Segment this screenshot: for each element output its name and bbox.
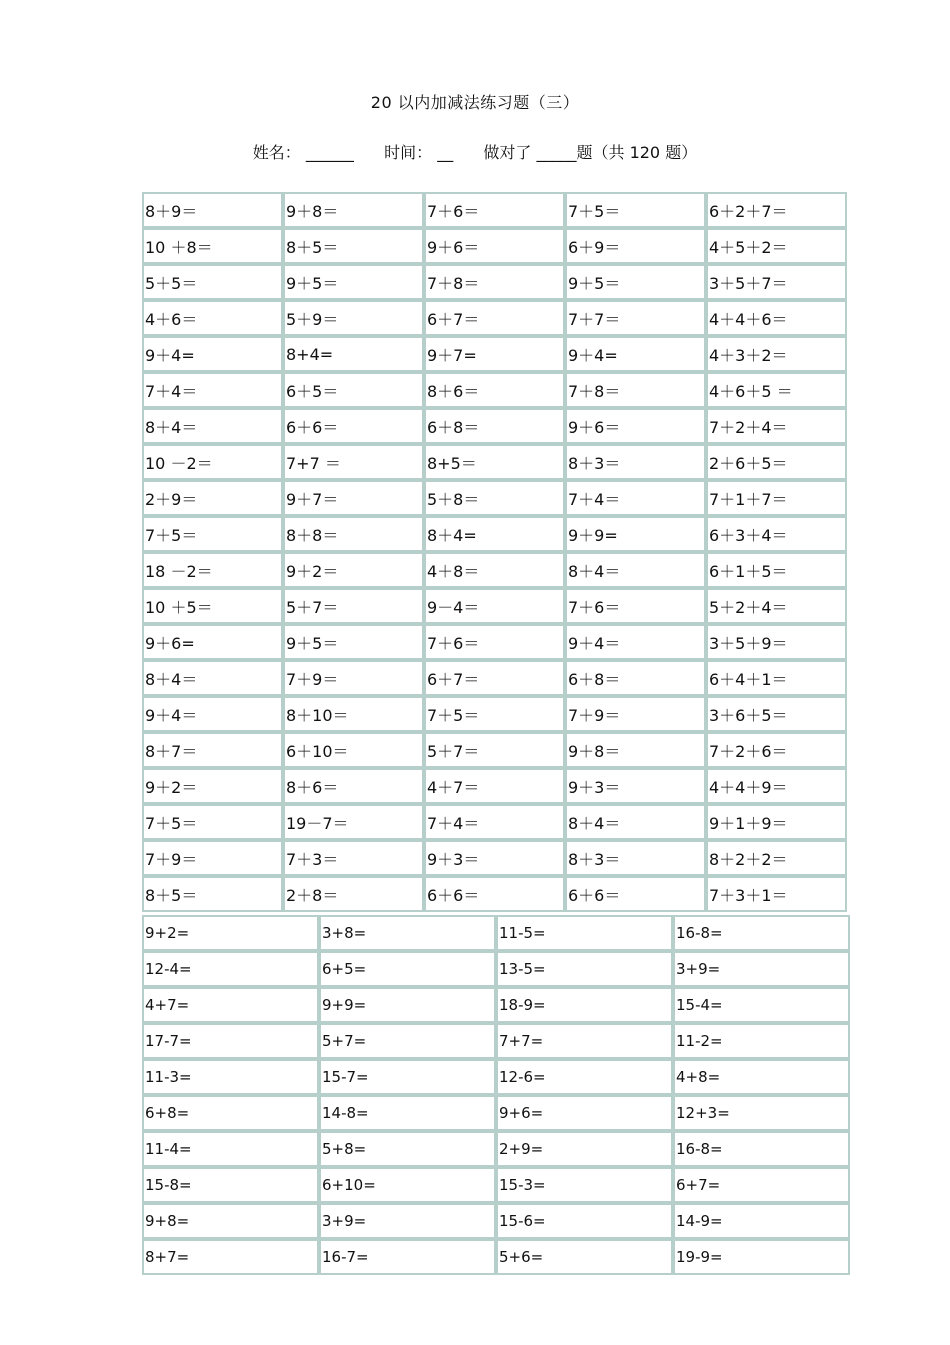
table-row <box>142 1239 850 1275</box>
exercise-cell: 7＋5＝ <box>424 696 565 732</box>
exercise-cell: 9＋3＝ <box>565 768 706 804</box>
exercise-cell: 6＋8＝ <box>565 660 706 696</box>
exercise-cell: 6＋3＋4＝ <box>706 516 847 552</box>
exercise-cell: 9＋5＝ <box>565 264 706 300</box>
exercise-cell: 11-4= <box>142 1131 319 1167</box>
exercise-cell: 2＋9＝ <box>142 480 283 516</box>
exercise-cell: 8+4= <box>283 336 424 372</box>
exercise-cell: 9＋6＝ <box>565 408 706 444</box>
exercise-cell: 15-4= <box>673 987 850 1023</box>
exercise-cell: 7＋8＝ <box>424 264 565 300</box>
exercise-cell: 15-7= <box>319 1059 496 1095</box>
exercise-cell: 16-7= <box>319 1239 496 1275</box>
exercise-cell: 7＋4＝ <box>565 480 706 516</box>
exercise-cell: 10 －2＝ <box>142 444 283 480</box>
exercise-cell: 7+7= <box>496 1023 673 1059</box>
exercise-cell: 9＋9= <box>565 516 706 552</box>
table-row <box>142 732 847 768</box>
table-row <box>142 480 847 516</box>
exercise-cell: 4＋8＝ <box>424 552 565 588</box>
exercise-cell: 8＋4＝ <box>142 408 283 444</box>
exercise-cell: 7＋9＝ <box>565 696 706 732</box>
exercise-cell: 7＋2＋4＝ <box>706 408 847 444</box>
table-row <box>142 408 847 444</box>
table-row <box>142 1167 850 1203</box>
exercise-cell: 5＋9＝ <box>283 300 424 336</box>
exercise-table-1 <box>142 192 847 912</box>
exercise-cell: 14-8= <box>319 1095 496 1131</box>
exercise-cell: 9－4＝ <box>424 588 565 624</box>
exercise-cell: 9＋7= <box>424 336 565 372</box>
table-row <box>142 915 850 951</box>
exercise-cell: 9＋3＝ <box>424 840 565 876</box>
exercise-cell: 7＋1＋7＝ <box>706 480 847 516</box>
table-row <box>142 192 847 228</box>
exercise-cell: 3+9= <box>319 1203 496 1239</box>
exercise-cell: 2＋8＝ <box>283 876 424 912</box>
exercise-cell: 5＋7＝ <box>283 588 424 624</box>
exercise-cell: 8＋4＝ <box>565 804 706 840</box>
table-row <box>142 624 847 660</box>
exercise-cell: 6＋2＋7＝ <box>706 192 847 228</box>
correct-blank: _____ <box>536 143 577 162</box>
time-label: 时间： <box>384 143 433 162</box>
exercise-cell: 9＋8＝ <box>565 732 706 768</box>
exercise-cell: 17-7= <box>142 1023 319 1059</box>
exercise-cell: 8＋10＝ <box>283 696 424 732</box>
exercise-cell: 6＋6＝ <box>424 876 565 912</box>
exercise-cell: 8＋4＝ <box>565 552 706 588</box>
exercise-cell: 11-5= <box>496 915 673 951</box>
table-row <box>142 768 847 804</box>
exercise-cell: 3＋5＋9＝ <box>706 624 847 660</box>
table-row <box>142 1095 850 1131</box>
exercise-cell: 6＋4＋1＝ <box>706 660 847 696</box>
exercise-cell: 8＋5＝ <box>283 228 424 264</box>
exercise-cell: 6＋7＝ <box>424 300 565 336</box>
table-row <box>142 660 847 696</box>
exercise-cell: 16-8= <box>673 1131 850 1167</box>
exercise-cell: 15-3= <box>496 1167 673 1203</box>
exercise-cell: 6+5= <box>319 951 496 987</box>
exercise-cell: 9＋4＝ <box>142 696 283 732</box>
table-row <box>142 1059 850 1095</box>
exercise-cell: 9＋7＝ <box>283 480 424 516</box>
exercise-cell: 2＋6＋5＝ <box>706 444 847 480</box>
exercise-cell: 6＋6＝ <box>565 876 706 912</box>
table-row <box>142 987 850 1023</box>
exercise-cell: 6＋9＝ <box>565 228 706 264</box>
exercise-cell: 3＋6＋5＝ <box>706 696 847 732</box>
exercise-cell: 7＋2＋6＝ <box>706 732 847 768</box>
exercise-cell: 9＋4＝ <box>565 624 706 660</box>
exercise-cell: 5＋8＝ <box>424 480 565 516</box>
table-row <box>142 1023 850 1059</box>
exercise-cell: 19－7＝ <box>283 804 424 840</box>
exercise-cell: 8＋6＝ <box>283 768 424 804</box>
exercise-cell: 15-8= <box>142 1167 319 1203</box>
exercise-cell: 9+8= <box>142 1203 319 1239</box>
table-row <box>142 552 847 588</box>
exercise-cell: 7＋3＋1＝ <box>706 876 847 912</box>
exercise-table-2 <box>142 915 850 1275</box>
table-row <box>142 840 847 876</box>
exercise-cell: 3+9= <box>673 951 850 987</box>
exercise-cell: 9+2= <box>142 915 319 951</box>
exercise-cell: 7＋5＝ <box>565 192 706 228</box>
exercise-cell: 7＋4＝ <box>142 372 283 408</box>
exercise-cell: 11-2= <box>673 1023 850 1059</box>
exercise-cell: 7+7 ＝ <box>283 444 424 480</box>
table-row <box>142 696 847 732</box>
exercise-cell: 9＋4= <box>565 336 706 372</box>
time-blank: __ <box>437 143 454 162</box>
exercise-cell: 8＋5＝ <box>142 876 283 912</box>
exercise-cell: 8＋7＝ <box>142 732 283 768</box>
exercise-cell: 4＋3＋2＝ <box>706 336 847 372</box>
exercise-cell: 7＋9＝ <box>142 840 283 876</box>
exercise-cell: 16-8= <box>673 915 850 951</box>
exercise-cell: 9＋5＝ <box>283 264 424 300</box>
exercise-cell: 6＋10＝ <box>283 732 424 768</box>
exercise-cell: 4＋5＋2＝ <box>706 228 847 264</box>
exercise-cell: 7＋8＝ <box>565 372 706 408</box>
exercise-cell: 9＋5＝ <box>283 624 424 660</box>
table-row <box>142 1131 850 1167</box>
exercise-cell: 18-9= <box>496 987 673 1023</box>
exercise-cell: 7＋4＝ <box>424 804 565 840</box>
exercise-cell: 6＋1＋5＝ <box>706 552 847 588</box>
student-info-line <box>0 140 950 163</box>
total-text: 题（共 120 题） <box>576 143 698 162</box>
exercise-cell: 9＋6= <box>142 624 283 660</box>
page-title: 20 以内加减法练习题（三） <box>370 93 580 112</box>
exercise-cell: 3＋5＋7＝ <box>706 264 847 300</box>
name-label: 姓名： <box>252 143 301 162</box>
exercise-cell: 2+9= <box>496 1131 673 1167</box>
exercise-cell: 6＋5＝ <box>283 372 424 408</box>
exercise-cell: 9＋6＝ <box>424 228 565 264</box>
exercise-cell: 8＋8＝ <box>283 516 424 552</box>
exercise-cell: 8＋4＝ <box>142 660 283 696</box>
exercise-cell: 5+6= <box>496 1239 673 1275</box>
exercise-cell: 19-9= <box>673 1239 850 1275</box>
exercise-cell: 9＋8＝ <box>283 192 424 228</box>
table-row <box>142 444 847 480</box>
exercise-cell: 6＋7＝ <box>424 660 565 696</box>
exercise-cell: 5＋7＝ <box>424 732 565 768</box>
exercise-cell: 11-3= <box>142 1059 319 1095</box>
exercise-cell: 4＋7＝ <box>424 768 565 804</box>
exercise-cell: 9＋4= <box>142 336 283 372</box>
exercise-cell: 3+8= <box>319 915 496 951</box>
exercise-cell: 8+7= <box>142 1239 319 1275</box>
exercise-cell: 13-5= <box>496 951 673 987</box>
correct-label: 做对了 <box>483 143 532 162</box>
exercise-cell: 4＋6＝ <box>142 300 283 336</box>
exercise-cell: 8＋3＝ <box>565 444 706 480</box>
exercise-cell: 15-6= <box>496 1203 673 1239</box>
exercise-cell: 9＋2＝ <box>142 768 283 804</box>
exercise-cell: 6＋8＝ <box>424 408 565 444</box>
exercise-cell: 8＋4= <box>424 516 565 552</box>
exercise-cell: 10 ＋8＝ <box>142 228 283 264</box>
table-row <box>142 336 847 372</box>
exercise-cell: 5＋5＝ <box>142 264 283 300</box>
exercise-cell: 7＋7＝ <box>565 300 706 336</box>
exercise-cell: 5＋2＋4＝ <box>706 588 847 624</box>
exercise-cell: 8＋2＋2＝ <box>706 840 847 876</box>
exercise-cell: 8＋9＝ <box>142 192 283 228</box>
table-row <box>142 372 847 408</box>
table-row <box>142 264 847 300</box>
table-row <box>142 588 847 624</box>
table-row <box>142 516 847 552</box>
exercise-cell: 7＋6＝ <box>565 588 706 624</box>
exercise-cell: 9＋2＝ <box>283 552 424 588</box>
exercise-cell: 4＋4＋6＝ <box>706 300 847 336</box>
exercise-cell: 4＋6＋5 ＝ <box>706 372 847 408</box>
exercise-cell: 7＋5＝ <box>142 804 283 840</box>
table-row <box>142 876 847 912</box>
exercise-cell: 6＋6＝ <box>283 408 424 444</box>
exercise-cell: 5+7= <box>319 1023 496 1059</box>
exercise-cell: 8+5＝ <box>424 444 565 480</box>
exercise-cell: 9+9= <box>319 987 496 1023</box>
exercise-cell: 7＋3＝ <box>283 840 424 876</box>
exercise-cell: 12+3= <box>673 1095 850 1131</box>
exercise-cell: 7＋6＝ <box>424 192 565 228</box>
exercise-cell: 6+7= <box>673 1167 850 1203</box>
exercise-cell: 12-4= <box>142 951 319 987</box>
exercise-cell: 18 －2＝ <box>142 552 283 588</box>
exercise-cell: 8＋6＝ <box>424 372 565 408</box>
table-row <box>142 951 850 987</box>
table-row <box>142 300 847 336</box>
exercise-cell: 7＋5＝ <box>142 516 283 552</box>
exercise-cell: 9＋1＋9＝ <box>706 804 847 840</box>
exercise-cell: 12-6= <box>496 1059 673 1095</box>
exercise-cell: 6+8= <box>142 1095 319 1131</box>
table-row <box>142 1203 850 1239</box>
exercise-cell: 6+10= <box>319 1167 496 1203</box>
table-row <box>142 804 847 840</box>
exercise-cell: 4+7= <box>142 987 319 1023</box>
exercise-cell: 4+8= <box>673 1059 850 1095</box>
exercise-cell: 5+8= <box>319 1131 496 1167</box>
name-blank: ______ <box>305 143 354 162</box>
table-row <box>142 228 847 264</box>
exercise-cell: 4＋4＋9＝ <box>706 768 847 804</box>
exercise-cell: 10 ＋5＝ <box>142 588 283 624</box>
exercise-cell: 9+6= <box>496 1095 673 1131</box>
exercise-cell: 7＋6＝ <box>424 624 565 660</box>
exercise-cell: 14-9= <box>673 1203 850 1239</box>
exercise-cell: 7＋9＝ <box>283 660 424 696</box>
exercise-cell: 8＋3＝ <box>565 840 706 876</box>
